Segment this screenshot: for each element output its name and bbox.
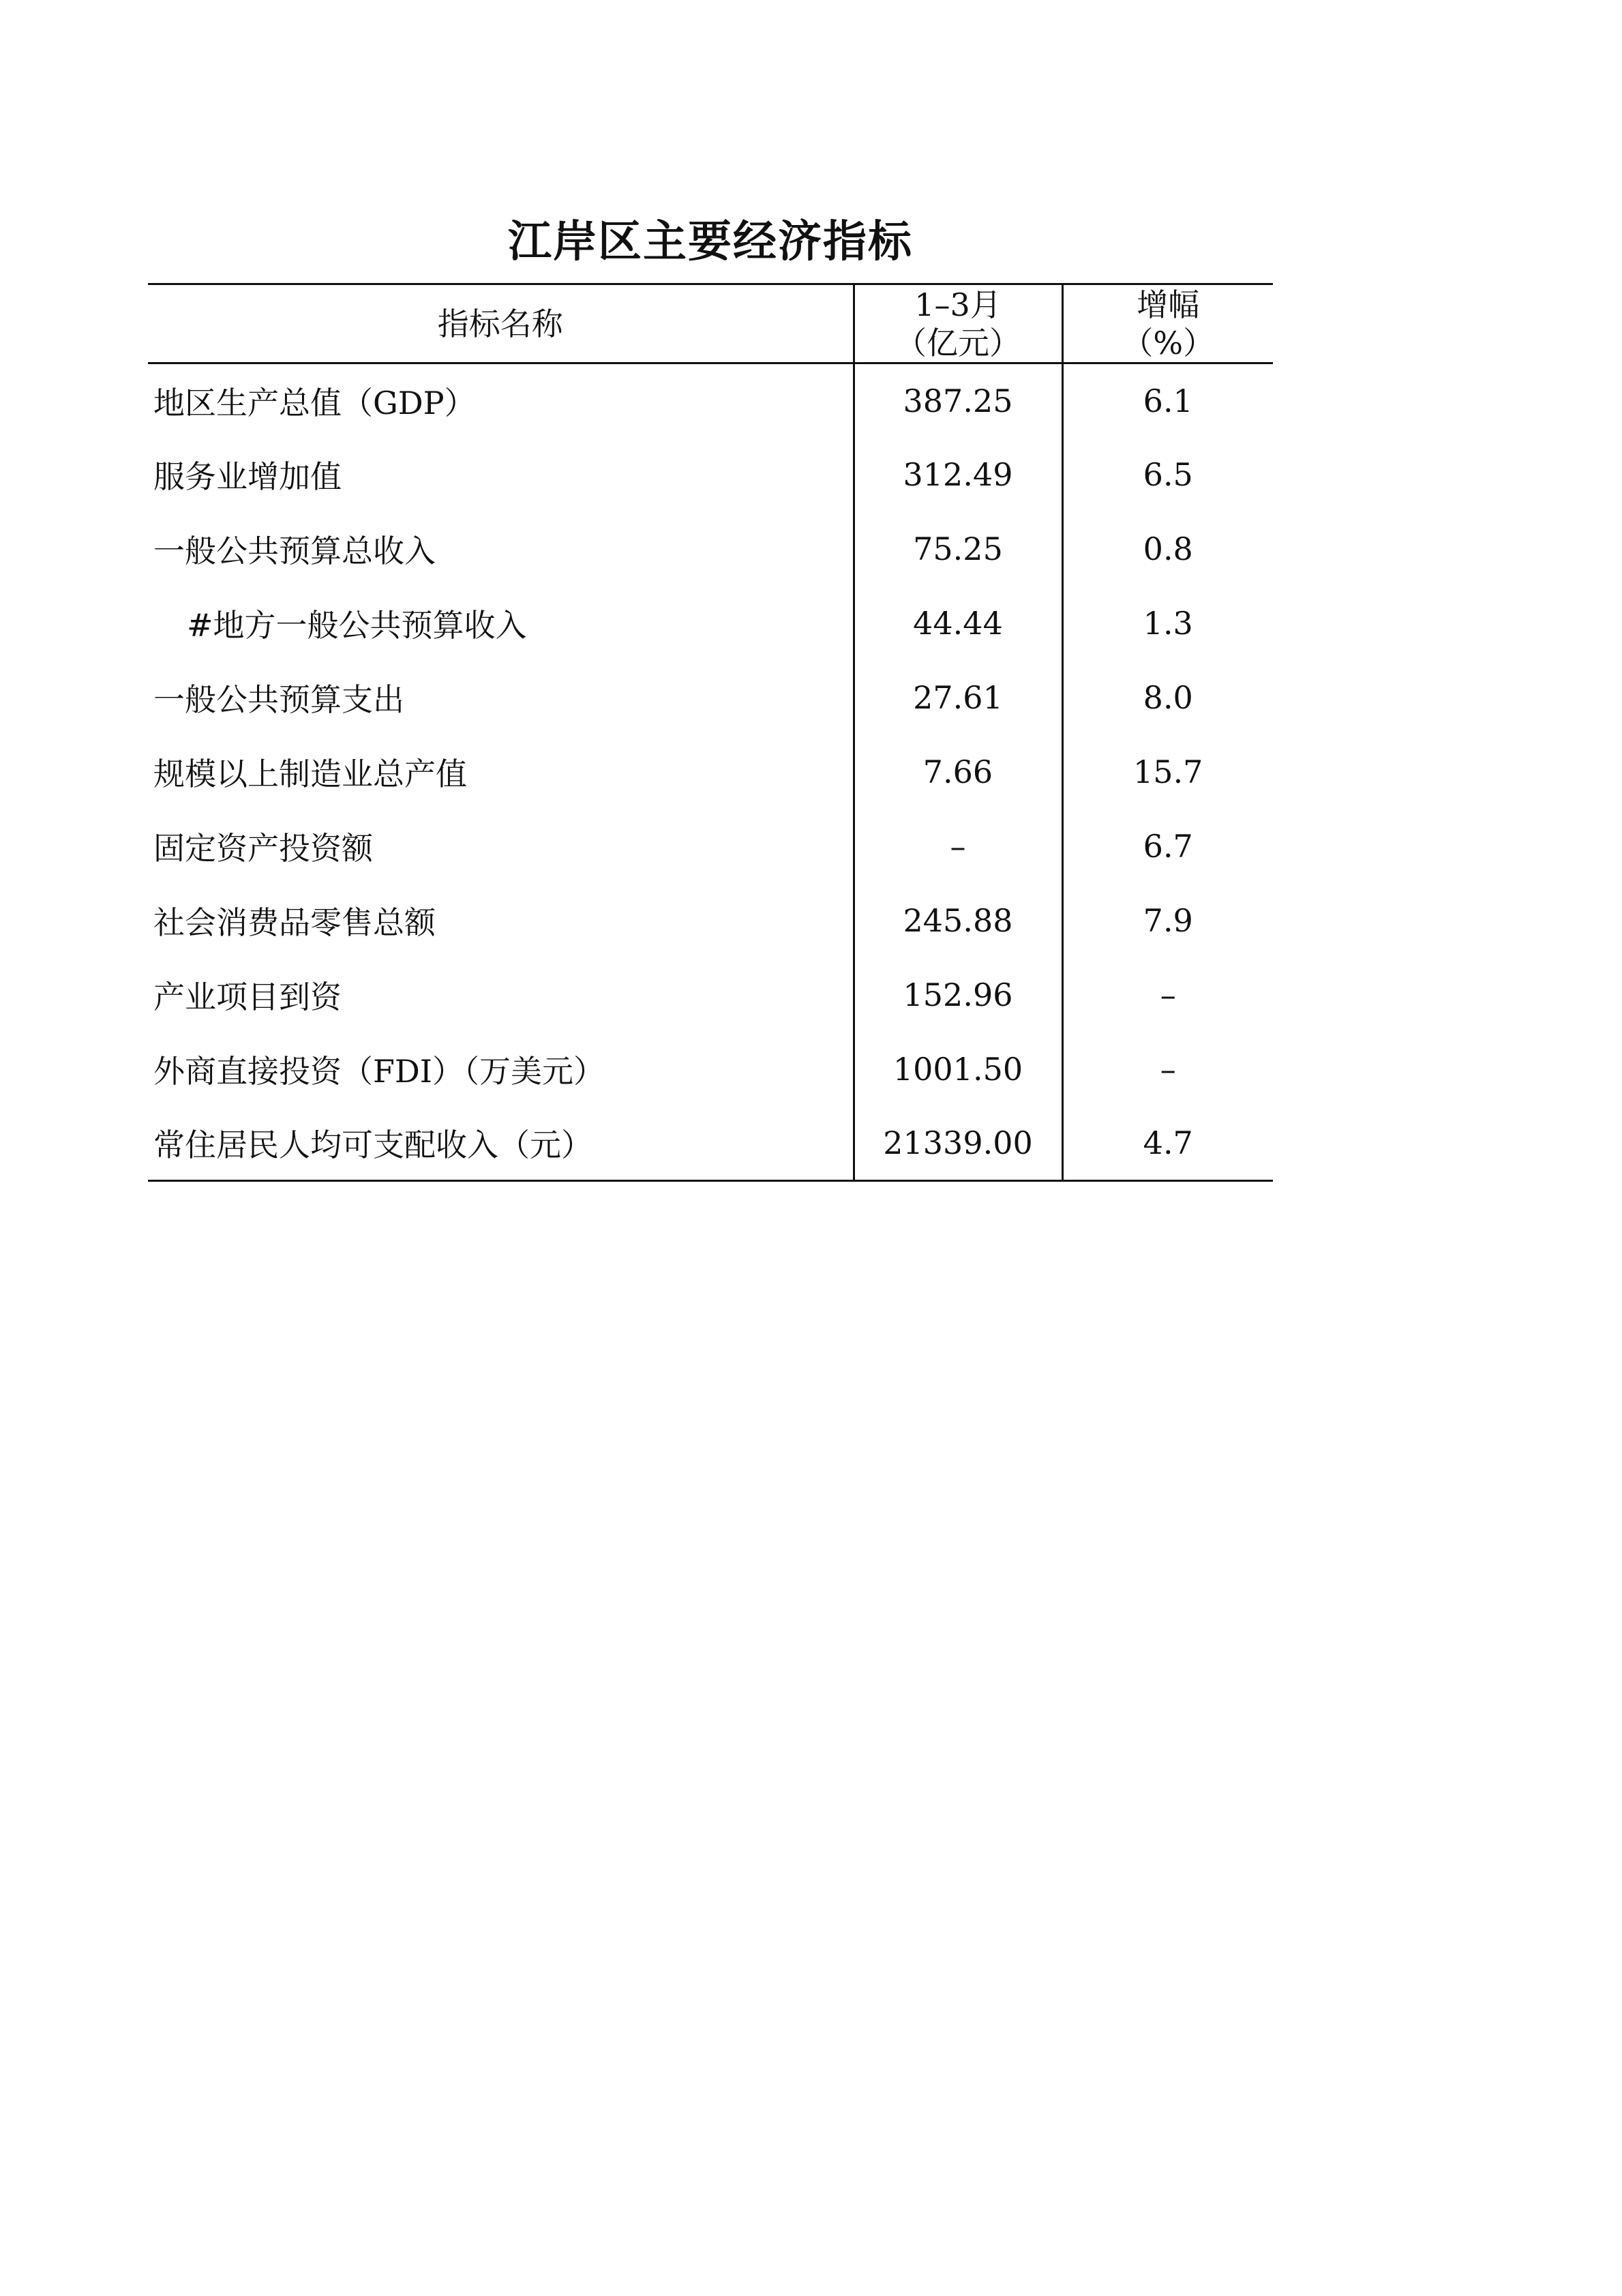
page-title: 江岸区主要经济指标 bbox=[508, 217, 913, 267]
indicator-value: 312.49 bbox=[854, 438, 1062, 512]
table-row bbox=[148, 586, 1273, 661]
table-row bbox=[148, 1107, 1273, 1181]
indicator-value: 27.61 bbox=[854, 661, 1062, 735]
header-value bbox=[854, 284, 1062, 363]
indicator-name: 产业项目到资 bbox=[153, 979, 342, 1015]
indicator-name: 规模以上制造业总产值 bbox=[153, 756, 467, 792]
table-row bbox=[148, 438, 1273, 512]
indicator-growth: 15.7 bbox=[1062, 735, 1273, 809]
indicator-name: 一般公共预算总收入 bbox=[153, 533, 436, 569]
indicator-name: #地方一般公共预算收入 bbox=[187, 607, 527, 644]
table-row bbox=[148, 512, 1273, 586]
indicator-name: 社会消费品零售总额 bbox=[153, 904, 436, 941]
indicator-growth: 8.0 bbox=[1062, 661, 1273, 735]
header-growth-unit: （%） bbox=[1122, 324, 1215, 361]
indicator-value: 21339.00 bbox=[854, 1107, 1062, 1181]
table-row bbox=[148, 1032, 1273, 1107]
indicator-value: 387.25 bbox=[854, 363, 1062, 438]
table-row bbox=[148, 661, 1273, 735]
indicator-value: 1001.50 bbox=[854, 1032, 1062, 1107]
table-header-row bbox=[148, 284, 1273, 363]
table-row bbox=[148, 884, 1273, 958]
indicator-name: 地区生产总值（GDP） bbox=[153, 384, 476, 421]
table-row bbox=[148, 809, 1273, 884]
indicator-value: 245.88 bbox=[854, 884, 1062, 958]
indicator-growth: 4.7 bbox=[1062, 1107, 1273, 1181]
indicator-name: 常住居民人均可支配收入（元） bbox=[148, 1107, 854, 1181]
indicator-growth: 6.7 bbox=[1062, 809, 1273, 884]
header-growth-label: 增幅 bbox=[1137, 286, 1200, 323]
table-row bbox=[148, 958, 1273, 1032]
indicator-value: 152.96 bbox=[854, 958, 1062, 1032]
indicator-name: 服务业增加值 bbox=[153, 458, 342, 495]
indicator-growth: 0.8 bbox=[1062, 512, 1273, 586]
header-value-unit: （亿元） bbox=[895, 324, 1021, 361]
indicator-growth: 7.9 bbox=[1062, 884, 1273, 958]
header-indicator-name: 指标名称 bbox=[148, 284, 854, 363]
indicator-growth: 6.5 bbox=[1062, 438, 1273, 512]
indicator-value: 7.66 bbox=[854, 735, 1062, 809]
indicator-value: – bbox=[854, 809, 1062, 884]
indicator-growth: – bbox=[1062, 1032, 1273, 1107]
indicator-growth: 6.1 bbox=[1062, 363, 1273, 438]
table-row bbox=[148, 735, 1273, 809]
indicator-name: 一般公共预算支出 bbox=[153, 681, 404, 718]
header-growth bbox=[1062, 284, 1273, 363]
table-row bbox=[148, 363, 1273, 438]
indicator-value: 75.25 bbox=[854, 512, 1062, 586]
indicator-name: 固定资产投资额 bbox=[153, 830, 373, 867]
indicator-growth: – bbox=[1062, 958, 1273, 1032]
indicator-name: 外商直接投资（FDI）（万美元） bbox=[153, 1053, 605, 1090]
header-value-period: 1–3月 bbox=[914, 286, 1002, 323]
economic-indicators-table bbox=[148, 283, 1273, 1182]
indicator-growth: 1.3 bbox=[1062, 586, 1273, 661]
indicator-value: 44.44 bbox=[854, 586, 1062, 661]
